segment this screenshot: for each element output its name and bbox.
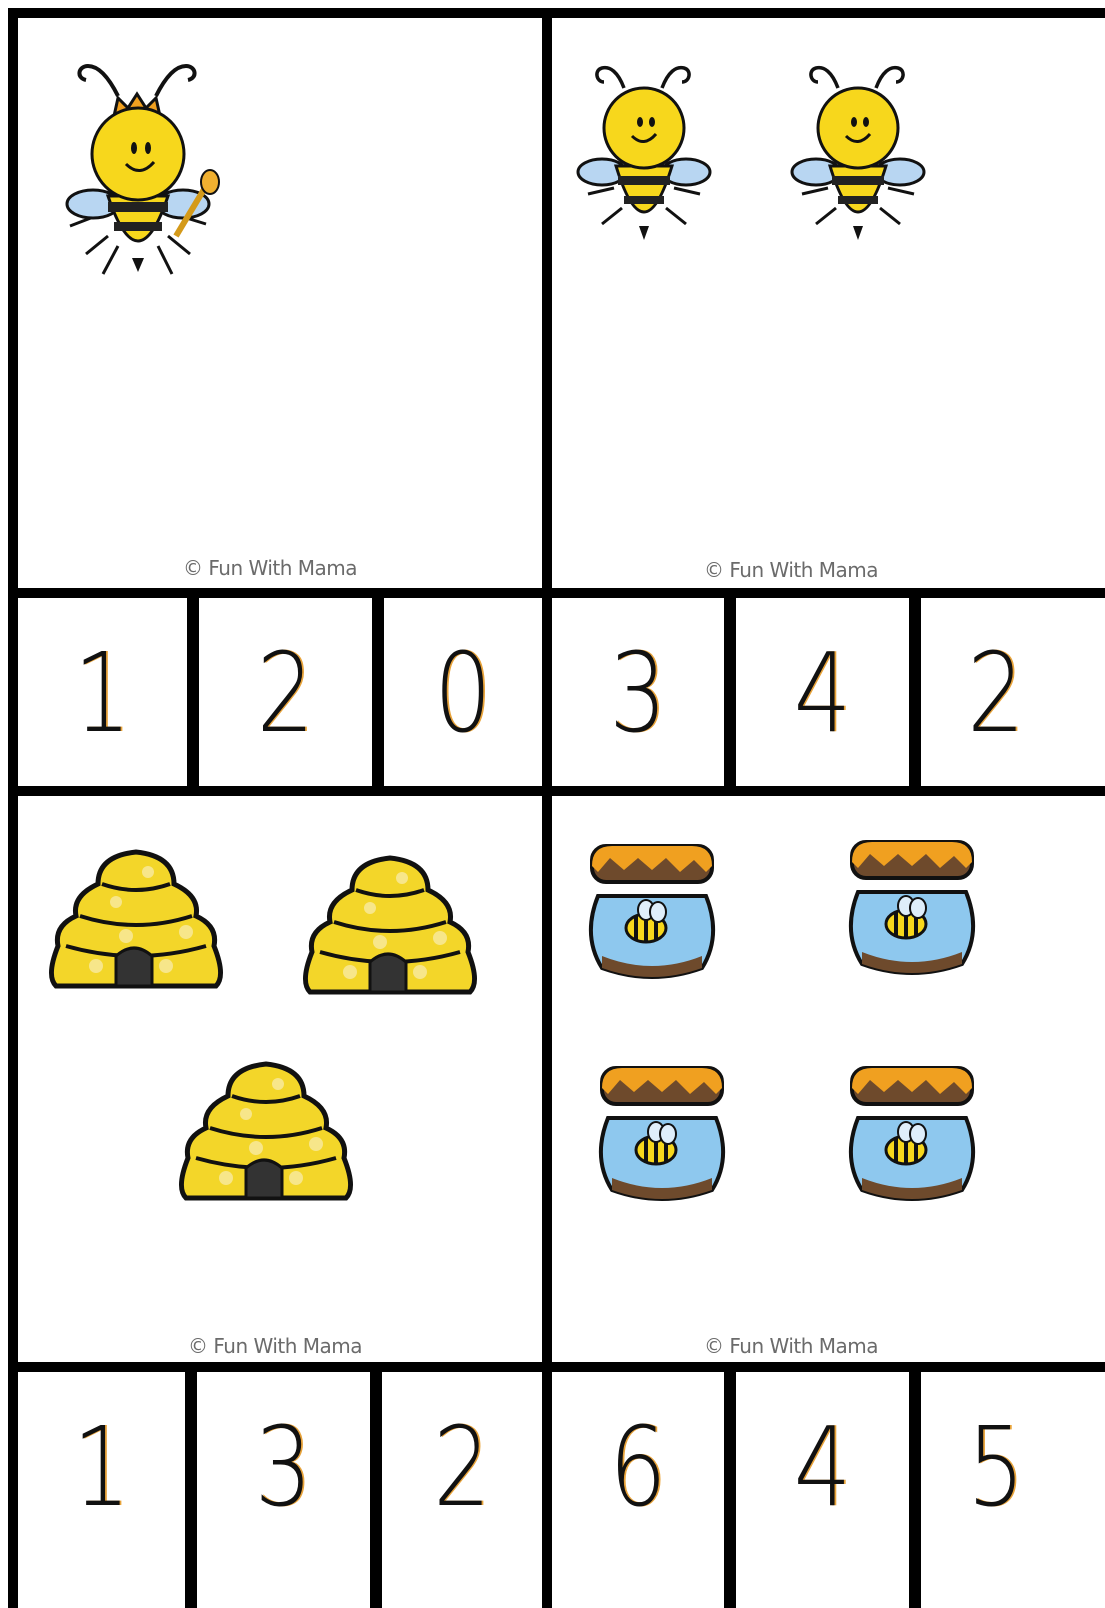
honey-pot-icon — [842, 832, 982, 982]
number-choice[interactable]: 4 — [793, 1403, 852, 1531]
number-choice[interactable]: 2 — [256, 629, 315, 757]
number-choice[interactable]: 6 — [609, 1403, 667, 1531]
copyright-label: © Fun With Mama — [188, 1334, 362, 1358]
cell-divider — [185, 1370, 197, 1608]
grid-divider-row1 — [8, 588, 1105, 598]
picture-card-1 — [18, 18, 542, 588]
honey-pot-icon — [582, 836, 722, 986]
number-choice[interactable]: 0 — [434, 629, 492, 757]
cell-divider — [724, 1370, 736, 1608]
beehive-icon — [36, 816, 236, 1006]
picture-card-4 — [552, 796, 1105, 1362]
bee-icon — [788, 48, 928, 258]
cell-divider — [370, 1370, 382, 1608]
number-choice[interactable]: 2 — [967, 629, 1025, 757]
number-choice[interactable]: 1 — [72, 1403, 131, 1531]
cell-divider — [372, 596, 384, 788]
grid-divider-row2 — [8, 786, 1105, 796]
cell-divider — [909, 1370, 921, 1608]
number-choice[interactable]: 3 — [254, 1403, 313, 1531]
bee-icon — [574, 48, 714, 258]
cell-divider — [909, 596, 921, 788]
copyright-label: © Fun With Mama — [183, 556, 357, 580]
cell-divider — [187, 596, 199, 788]
queen-bee-icon — [48, 36, 248, 286]
cell-divider — [724, 596, 736, 788]
honey-pot-icon — [842, 1058, 982, 1208]
grid-border-top — [10, 8, 1105, 18]
beehive-icon — [290, 822, 490, 1012]
copyright-label: © Fun With Mama — [704, 1334, 878, 1358]
number-choice[interactable]: 2 — [433, 1403, 491, 1531]
beehive-icon — [166, 1028, 366, 1218]
number-choice[interactable]: 3 — [609, 629, 667, 757]
number-choice[interactable]: 4 — [793, 629, 852, 757]
picture-card-3 — [18, 796, 542, 1362]
grid-divider-row3 — [8, 1362, 1105, 1372]
number-choice[interactable]: 1 — [73, 629, 132, 757]
number-choice[interactable]: 5 — [967, 1403, 1025, 1531]
honey-pot-icon — [592, 1058, 732, 1208]
picture-card-2 — [552, 18, 1105, 588]
copyright-label: © Fun With Mama — [704, 558, 878, 582]
